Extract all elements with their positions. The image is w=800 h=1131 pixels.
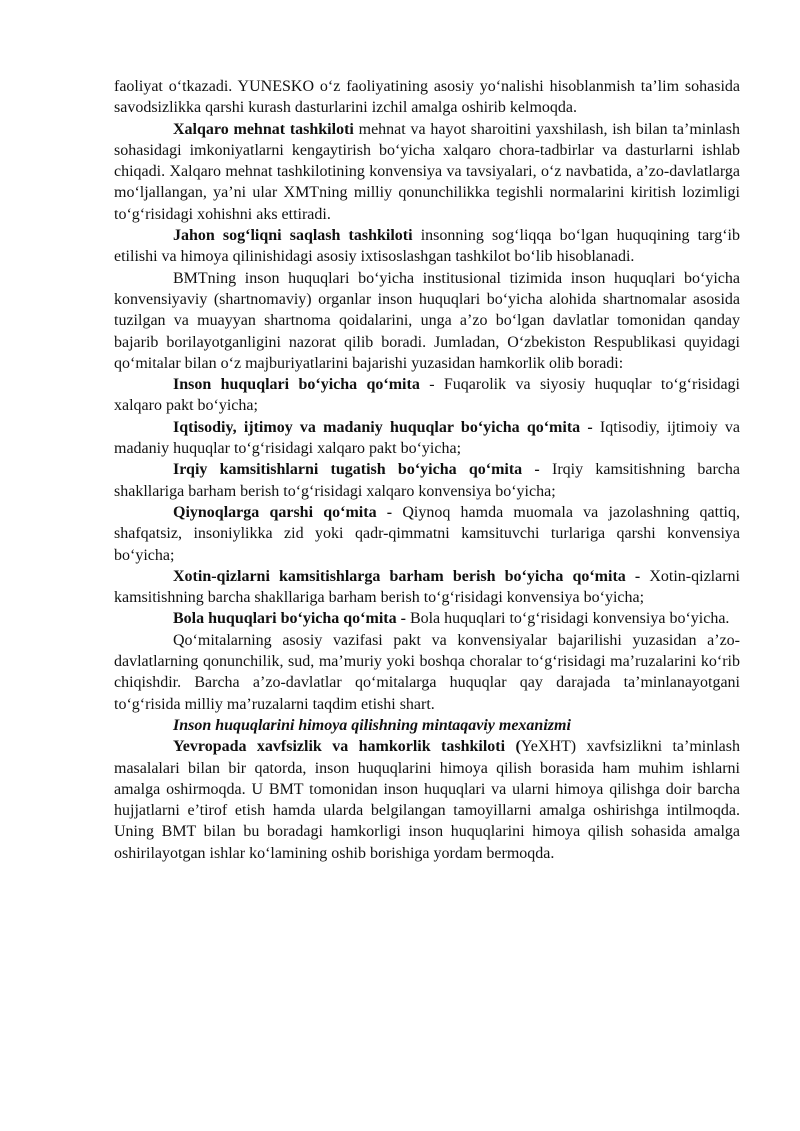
paragraph-committee-tasks [114, 630, 740, 715]
paragraph-unesco [114, 76, 740, 119]
paragraph-text: Bola huquqlari to‘g‘risidagi konvensiya bo‘yicha. [405, 610, 730, 628]
term-who: Jahon sog‘liqni saqlash tashkiloti [173, 227, 413, 245]
paragraph-women-committee [114, 566, 740, 609]
paragraph-text: insonning sog‘liqqa bo‘lgan huquqining targ‘ib etilishi va himoya qilinishidagi asosiy ixtisoslashgan tashkilot bo‘lib hisoblanadi. [114, 227, 740, 266]
paragraph-who [114, 225, 740, 268]
section-subheading: Inson huquqlarini himoya qilishning mintaqaviy mexanizmi [173, 716, 571, 734]
term-human-rights-committee: Inson huquqlari bo‘yicha qo‘mita [173, 376, 420, 394]
paragraph-text: Iqtisodiy, ijtimoiy va madaniy huquqlar to‘g‘risidagi xalqaro pakt bo‘yicha; [114, 418, 741, 458]
term-torture-committee: Qiynoqlarga qarshi qo‘mita - [173, 503, 393, 521]
paragraph-osce [114, 736, 740, 864]
paragraph-economic-committee [114, 417, 740, 460]
paragraph-human-rights-committee [114, 374, 740, 417]
paragraph-text: Qiynoq hamda muomala va jazolashning qattiq, shafqatsiz, insoniylikka zid yoki qadr-qimmatni kamsituvchi turlariga qarshi konvensiya bo‘yicha; [114, 503, 740, 564]
paragraph-text: YeXHT) xavfsizlikni ta’minlash masalalari bilan bir qatorda, inson huquqlarini himoya qilish borasida ham muhim ishlarni amalga oshirmoqda. U BMT tomonidan inson huquqlari va ularni himoya qilishga doir barcha hujjatlarni e’tirof etish hamda ularda belgilangan tamoyillarni amalga oshirishga intilmoqda. Uning BMT bilan bu boradagi hamkorligi inson huquqlarini himoya qilish sohasida amalga oshirilayotgan ishlar ko‘lamining oshib borishiga yordam bermoqda. [114, 738, 741, 862]
paragraph-child-committee [114, 608, 740, 629]
term-racial-committee: Irqiy kamsitishlarni tugatish bo‘yicha qo‘mita - [173, 461, 540, 479]
paragraph-text: mehnat va hayot sharoitini yaxshilash, ish bilan ta’minlash sohasidagi imkoniyatlarni kengaytirish bo‘yicha xalqaro chora-tadbirlar va dasturlarni ishlab chiqadi. Xalqaro mehnat tashkilotining konvensiya va tavsiyalari, o‘z navbatida, a’zo-davlatlarga mo‘ljallangan, ya’ni ular XMTning milliy qonunchilikka tegishli normalarini kiritish lozimligi to‘g‘risidagi xohishni aks ettiradi. [114, 120, 740, 223]
paragraph-text: - Fuqarolik va siyosiy huquqlar to‘g‘risidagi xalqaro pakt bo‘yicha; [114, 376, 741, 415]
paragraph-torture-committee [114, 502, 740, 566]
term-economic-committee: Iqtisodiy, ijtimoy va madaniy huquqlar bo‘yicha qo‘mita - [173, 418, 593, 436]
term-women-committee: Xotin-qizlarni kamsitishlarga barham berish bo‘yicha qo‘mita - [173, 567, 641, 585]
term-ilo: Xalqaro mehnat tashkiloti [173, 120, 354, 138]
paragraph-text: faoliyat o‘tkazadi. YUNESKO o‘z faoliyatining asosiy yo‘nalishi hisoblanmish ta’lim sohasida savodsizlikka qarshi kurash dasturlarini izchil amalga oshirib kelmoqda. [114, 78, 740, 117]
term-child-committee: Bola huquqlari bo‘yicha qo‘mita - [173, 610, 406, 628]
paragraph-text: Xotin-qizlarni kamsitishning barcha shakllariga barham berish to‘g‘risidagi konvensiya bo‘yicha; [114, 567, 741, 607]
paragraph-racial-committee [114, 459, 740, 502]
paragraph-text: Qo‘mitalarning asosiy vazifasi pakt va konvensiyalar bajarilishi yuzasidan a’zo-davlatlarning qonunchilik, sud, ma’muriy yoki boshqa choralar to‘g‘risidagi ma’ruzalarini ko‘rib chiqishdir. Barcha a’zo-davlatlar qo‘mitalarga huquqlar qay darajada ta’minlanayotgani to‘g‘risida milliy ma’ruzalarni taqdim etishi shart. [114, 631, 740, 713]
paragraph-text: Irqiy kamsitishning barcha shakllariga barham berish to‘g‘risidagi xalqaro konvensiya bo‘yicha; [114, 461, 740, 500]
term-osce: Yevropada xavfsizlik va hamkorlik tashkiloti ( [173, 738, 521, 756]
paragraph-text: BMTning inson huquqlari bo‘yicha institusional tizimida inson huquqlari bo‘yicha konvensiyaviy (shartnomaviy) organlar inson huquqlari bo‘yicha alohida shartnomalar asosida tuzilgan va muayyan shartnoma qoidalarini, unga a’zo bo‘lgan davlatlar tomonidan qanday bajarib borilayotganligini nazorat qilib boradi. Jumladan, O‘zbekiston Respublikasi quyidagi qo‘mitalar bilan o‘z majburiyatlarini bajarishi yuzasidan hamkorlik olib boradi: [114, 269, 740, 372]
document-page [114, 76, 740, 864]
paragraph-bmt-system [114, 268, 740, 374]
paragraph-ilo [114, 119, 740, 225]
